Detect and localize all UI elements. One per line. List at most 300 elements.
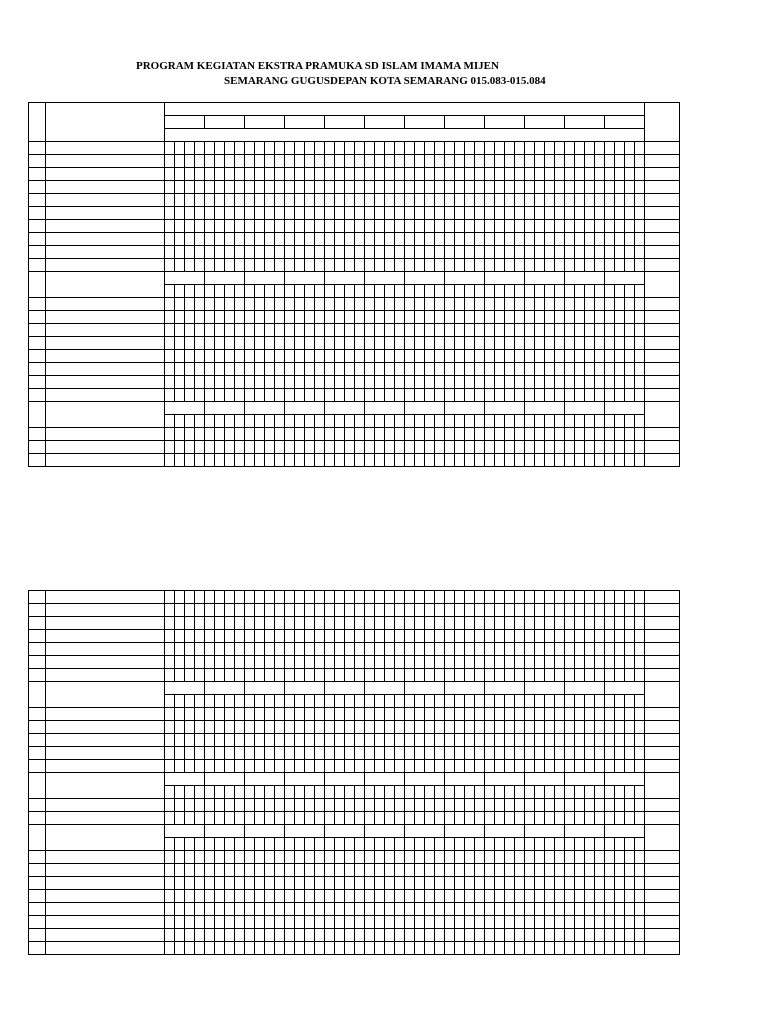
schedule-cell bbox=[405, 428, 415, 441]
materi-label bbox=[46, 760, 165, 773]
row-number bbox=[29, 630, 46, 643]
ket-cell bbox=[645, 168, 680, 181]
schedule-mark bbox=[525, 877, 535, 890]
materi-label bbox=[46, 747, 165, 760]
schedule-cell bbox=[535, 389, 545, 402]
schedule-cell bbox=[495, 168, 505, 181]
schedule-cell bbox=[625, 194, 635, 207]
week-number bbox=[535, 142, 545, 155]
schedule-cell bbox=[175, 799, 185, 812]
schedule-cell bbox=[225, 363, 235, 376]
schedule-cell bbox=[375, 246, 385, 259]
schedule-cell bbox=[525, 220, 535, 233]
schedule-cell bbox=[525, 259, 535, 272]
schedule-cell bbox=[315, 721, 325, 734]
week-number bbox=[455, 695, 465, 708]
schedule-cell bbox=[265, 220, 275, 233]
schedule-cell bbox=[485, 630, 495, 643]
schedule-cell bbox=[265, 890, 275, 903]
schedule-cell bbox=[635, 428, 645, 441]
schedule-cell bbox=[455, 760, 465, 773]
schedule-cell bbox=[575, 155, 585, 168]
schedule-cell bbox=[395, 591, 405, 604]
section-row bbox=[29, 272, 680, 285]
schedule-cell bbox=[495, 903, 505, 916]
schedule-cell bbox=[195, 669, 205, 682]
schedule-cell bbox=[605, 350, 615, 363]
schedule-cell bbox=[505, 942, 515, 955]
schedule-cell bbox=[385, 942, 395, 955]
schedule-cell bbox=[405, 942, 415, 955]
materi-label bbox=[46, 324, 165, 337]
schedule-cell bbox=[635, 246, 645, 259]
schedule-cell bbox=[505, 311, 515, 324]
schedule-cell bbox=[375, 389, 385, 402]
schedule-cell bbox=[365, 441, 375, 454]
schedule-cell bbox=[475, 669, 485, 682]
schedule-cell bbox=[265, 376, 275, 389]
schedule-cell bbox=[435, 721, 445, 734]
schedule-cell bbox=[345, 799, 355, 812]
schedule-cell bbox=[525, 643, 535, 656]
schedule-mark bbox=[545, 181, 555, 194]
schedule-cell bbox=[305, 643, 315, 656]
week-number bbox=[295, 285, 305, 298]
schedule-mark bbox=[255, 877, 265, 890]
schedule-cell bbox=[315, 337, 325, 350]
schedule-cell bbox=[555, 604, 565, 617]
schedule-cell bbox=[235, 220, 245, 233]
schedule-cell bbox=[195, 324, 205, 337]
week-number bbox=[435, 838, 445, 851]
schedule-cell bbox=[315, 656, 325, 669]
schedule-cell bbox=[185, 591, 195, 604]
ket-cell bbox=[645, 246, 680, 259]
schedule-cell bbox=[245, 890, 255, 903]
schedule-cell bbox=[565, 643, 575, 656]
ket-cell bbox=[645, 864, 680, 877]
schedule-cell bbox=[175, 220, 185, 233]
schedule-cell bbox=[235, 721, 245, 734]
month-header bbox=[445, 116, 485, 129]
schedule-cell bbox=[405, 259, 415, 272]
schedule-cell bbox=[635, 207, 645, 220]
schedule-cell bbox=[165, 630, 175, 643]
schedule-mark bbox=[585, 454, 595, 467]
week-number bbox=[635, 415, 645, 428]
schedule-cell bbox=[405, 864, 415, 877]
week-number bbox=[285, 142, 295, 155]
week-number bbox=[515, 142, 525, 155]
schedule-cell bbox=[285, 630, 295, 643]
schedule-cell bbox=[505, 864, 515, 877]
schedule-cell bbox=[175, 363, 185, 376]
table-row bbox=[29, 376, 680, 389]
schedule-cell bbox=[635, 864, 645, 877]
schedule-cell bbox=[575, 220, 585, 233]
schedule-cell bbox=[245, 220, 255, 233]
schedule-cell bbox=[515, 389, 525, 402]
schedule-cell bbox=[335, 903, 345, 916]
schedule-cell bbox=[395, 877, 405, 890]
schedule-cell bbox=[585, 630, 595, 643]
schedule-cell bbox=[425, 454, 435, 467]
ket-cell bbox=[645, 454, 680, 467]
schedule-cell bbox=[385, 643, 395, 656]
schedule-cell bbox=[565, 630, 575, 643]
ket-cell bbox=[645, 311, 680, 324]
schedule-cell bbox=[365, 337, 375, 350]
week-number bbox=[485, 786, 495, 799]
schedule-cell bbox=[235, 194, 245, 207]
month-header bbox=[245, 773, 285, 786]
schedule-cell bbox=[485, 428, 495, 441]
schedule-cell bbox=[615, 246, 625, 259]
schedule-cell bbox=[585, 747, 595, 760]
materi-label bbox=[46, 812, 165, 825]
table-row bbox=[29, 428, 680, 441]
schedule-cell bbox=[355, 708, 365, 721]
schedule-cell bbox=[605, 708, 615, 721]
schedule-cell bbox=[355, 760, 365, 773]
table-row bbox=[29, 864, 680, 877]
schedule-cell bbox=[455, 916, 465, 929]
schedule-cell bbox=[595, 324, 605, 337]
schedule-cell bbox=[325, 376, 335, 389]
schedule-cell bbox=[555, 311, 565, 324]
schedule-mark bbox=[565, 591, 575, 604]
schedule-cell bbox=[405, 890, 415, 903]
schedule-cell bbox=[635, 877, 645, 890]
schedule-cell bbox=[215, 454, 225, 467]
schedule-mark bbox=[375, 890, 385, 903]
week-number bbox=[495, 142, 505, 155]
schedule-cell bbox=[625, 591, 635, 604]
schedule-cell bbox=[615, 194, 625, 207]
week-number bbox=[575, 838, 585, 851]
schedule-cell bbox=[495, 376, 505, 389]
schedule-cell bbox=[455, 851, 465, 864]
schedule-mark bbox=[485, 376, 495, 389]
schedule-cell bbox=[505, 799, 515, 812]
schedule-cell bbox=[505, 643, 515, 656]
schedule-mark bbox=[295, 428, 305, 441]
schedule-cell bbox=[265, 942, 275, 955]
schedule-cell bbox=[515, 233, 525, 246]
schedule-cell bbox=[465, 812, 475, 825]
schedule-cell bbox=[565, 298, 575, 311]
schedule-cell bbox=[585, 851, 595, 864]
row-number bbox=[29, 311, 46, 324]
schedule-cell bbox=[555, 721, 565, 734]
schedule-cell bbox=[625, 454, 635, 467]
schedule-cell bbox=[635, 311, 645, 324]
schedule-cell bbox=[185, 734, 195, 747]
schedule-cell bbox=[635, 630, 645, 643]
schedule-cell bbox=[235, 233, 245, 246]
schedule-cell bbox=[615, 207, 625, 220]
schedule-cell bbox=[175, 376, 185, 389]
schedule-cell bbox=[315, 428, 325, 441]
schedule-cell bbox=[325, 389, 335, 402]
week-number bbox=[425, 415, 435, 428]
week-number bbox=[545, 415, 555, 428]
materi-label bbox=[46, 903, 165, 916]
schedule-mark bbox=[355, 877, 365, 890]
schedule-cell bbox=[525, 233, 535, 246]
schedule-cell bbox=[185, 155, 195, 168]
schedule-cell bbox=[435, 454, 445, 467]
month-header bbox=[445, 272, 485, 285]
schedule-cell bbox=[525, 799, 535, 812]
week-number bbox=[575, 415, 585, 428]
schedule-cell bbox=[535, 454, 545, 467]
schedule-cell bbox=[445, 311, 455, 324]
week-number bbox=[335, 838, 345, 851]
schedule-cell bbox=[585, 207, 595, 220]
materi-label bbox=[46, 630, 165, 643]
schedule-cell bbox=[545, 721, 555, 734]
week-number bbox=[445, 695, 455, 708]
schedule-cell bbox=[595, 220, 605, 233]
schedule-cell bbox=[535, 747, 545, 760]
schedule-cell bbox=[485, 246, 495, 259]
schedule-cell bbox=[545, 363, 555, 376]
schedule-cell bbox=[555, 324, 565, 337]
schedule-cell bbox=[615, 389, 625, 402]
ket-cell bbox=[645, 324, 680, 337]
schedule-cell bbox=[565, 942, 575, 955]
schedule-cell bbox=[505, 220, 515, 233]
schedule-cell bbox=[405, 233, 415, 246]
schedule-cell bbox=[185, 604, 195, 617]
schedule-cell bbox=[465, 890, 475, 903]
schedule-cell bbox=[435, 220, 445, 233]
month-header bbox=[245, 402, 285, 415]
schedule-cell bbox=[625, 363, 635, 376]
ket-cell bbox=[645, 760, 680, 773]
schedule-cell bbox=[585, 591, 595, 604]
week-number bbox=[405, 285, 415, 298]
schedule-cell bbox=[325, 916, 335, 929]
schedule-cell bbox=[285, 194, 295, 207]
schedule-cell bbox=[235, 441, 245, 454]
schedule-cell bbox=[415, 643, 425, 656]
schedule-cell bbox=[575, 363, 585, 376]
table-row bbox=[29, 851, 680, 864]
schedule-cell bbox=[525, 311, 535, 324]
schedule-cell bbox=[575, 246, 585, 259]
schedule-cell bbox=[565, 799, 575, 812]
table-row bbox=[29, 903, 680, 916]
schedule-cell bbox=[555, 812, 565, 825]
week-number bbox=[595, 786, 605, 799]
schedule-cell bbox=[165, 877, 175, 890]
schedule-cell bbox=[355, 591, 365, 604]
schedule-cell bbox=[295, 298, 305, 311]
schedule-cell bbox=[395, 220, 405, 233]
schedule-cell bbox=[545, 799, 555, 812]
schedule-cell bbox=[395, 799, 405, 812]
schedule-cell bbox=[385, 454, 395, 467]
week-number bbox=[175, 142, 185, 155]
schedule-cell bbox=[415, 350, 425, 363]
schedule-cell bbox=[585, 168, 595, 181]
schedule-cell bbox=[535, 903, 545, 916]
schedule-cell bbox=[615, 155, 625, 168]
week-number bbox=[225, 838, 235, 851]
ket-cell bbox=[645, 929, 680, 942]
schedule-cell bbox=[175, 734, 185, 747]
schedule-cell bbox=[495, 734, 505, 747]
month-header bbox=[605, 116, 645, 129]
schedule-cell bbox=[575, 591, 585, 604]
materi-label bbox=[46, 207, 165, 220]
schedule-cell bbox=[295, 799, 305, 812]
schedule-cell bbox=[325, 207, 335, 220]
week-number bbox=[195, 142, 205, 155]
schedule-cell bbox=[535, 233, 545, 246]
schedule-cell bbox=[625, 311, 635, 324]
schedule-cell bbox=[235, 617, 245, 630]
schedule-cell bbox=[615, 617, 625, 630]
schedule-cell bbox=[535, 246, 545, 259]
schedule-cell bbox=[205, 643, 215, 656]
schedule-cell bbox=[215, 207, 225, 220]
week-number bbox=[535, 285, 545, 298]
schedule-cell bbox=[505, 812, 515, 825]
schedule-cell bbox=[185, 721, 195, 734]
schedule-cell bbox=[505, 656, 515, 669]
schedule-cell bbox=[545, 389, 555, 402]
schedule-cell bbox=[525, 591, 535, 604]
schedule-cell bbox=[195, 298, 205, 311]
schedule-cell bbox=[425, 376, 435, 389]
schedule-cell bbox=[635, 350, 645, 363]
schedule-cell bbox=[235, 168, 245, 181]
schedule-cell bbox=[195, 441, 205, 454]
schedule-cell bbox=[435, 441, 445, 454]
schedule-cell bbox=[595, 591, 605, 604]
schedule-cell bbox=[625, 155, 635, 168]
schedule-cell bbox=[195, 721, 205, 734]
row-number bbox=[29, 851, 46, 864]
schedule-cell bbox=[515, 591, 525, 604]
schedule-cell bbox=[245, 181, 255, 194]
schedule-cell bbox=[255, 669, 265, 682]
schedule-cell bbox=[295, 246, 305, 259]
section-title bbox=[46, 682, 165, 708]
week-number bbox=[585, 695, 595, 708]
schedule-cell bbox=[485, 890, 495, 903]
schedule-cell bbox=[445, 389, 455, 402]
schedule-cell bbox=[525, 363, 535, 376]
schedule-cell bbox=[475, 734, 485, 747]
week-number bbox=[295, 695, 305, 708]
week-number bbox=[625, 786, 635, 799]
week-number bbox=[505, 285, 515, 298]
week-number bbox=[475, 695, 485, 708]
schedule-cell bbox=[435, 851, 445, 864]
schedule-cell bbox=[605, 337, 615, 350]
schedule-cell bbox=[405, 311, 415, 324]
schedule-cell bbox=[225, 656, 235, 669]
schedule-cell bbox=[255, 428, 265, 441]
week-number bbox=[305, 142, 315, 155]
row-number bbox=[29, 246, 46, 259]
row-number bbox=[29, 903, 46, 916]
schedule-cell bbox=[385, 617, 395, 630]
schedule-cell bbox=[365, 877, 375, 890]
schedule-cell bbox=[265, 324, 275, 337]
schedule-cell bbox=[595, 454, 605, 467]
schedule-cell bbox=[365, 604, 375, 617]
schedule-cell bbox=[375, 721, 385, 734]
section-title bbox=[46, 272, 165, 298]
month-header bbox=[525, 773, 565, 786]
schedule-mark bbox=[475, 207, 485, 220]
schedule-cell bbox=[495, 181, 505, 194]
schedule-cell bbox=[425, 760, 435, 773]
schedule-cell bbox=[345, 259, 355, 272]
schedule-cell bbox=[365, 389, 375, 402]
row-number bbox=[29, 929, 46, 942]
schedule-cell bbox=[375, 630, 385, 643]
schedule-cell bbox=[265, 708, 275, 721]
week-number bbox=[165, 786, 175, 799]
schedule-cell bbox=[535, 363, 545, 376]
schedule-cell bbox=[475, 259, 485, 272]
schedule-cell bbox=[525, 350, 535, 363]
schedule-cell bbox=[215, 669, 225, 682]
schedule-cell bbox=[255, 812, 265, 825]
schedule-cell bbox=[325, 311, 335, 324]
schedule-cell bbox=[195, 155, 205, 168]
month-header bbox=[565, 682, 605, 695]
schedule-cell bbox=[595, 656, 605, 669]
schedule-cell bbox=[385, 298, 395, 311]
schedule-cell bbox=[495, 311, 505, 324]
schedule-cell bbox=[485, 220, 495, 233]
schedule-cell bbox=[545, 747, 555, 760]
schedule-mark bbox=[415, 747, 425, 760]
schedule-cell bbox=[435, 259, 445, 272]
schedule-cell bbox=[355, 363, 365, 376]
week-number bbox=[355, 838, 365, 851]
schedule-cell bbox=[585, 643, 595, 656]
schedule-cell bbox=[455, 233, 465, 246]
schedule-cell bbox=[465, 168, 475, 181]
schedule-mark bbox=[345, 851, 355, 864]
month-header bbox=[205, 272, 245, 285]
schedule-cell bbox=[515, 903, 525, 916]
schedule-cell bbox=[555, 656, 565, 669]
schedule-cell bbox=[535, 324, 545, 337]
schedule-cell bbox=[415, 903, 425, 916]
schedule-cell bbox=[525, 864, 535, 877]
schedule-mark bbox=[365, 734, 375, 747]
schedule-cell bbox=[335, 194, 345, 207]
schedule-cell bbox=[245, 441, 255, 454]
schedule-cell bbox=[395, 233, 405, 246]
table-row bbox=[29, 916, 680, 929]
schedule-cell bbox=[355, 168, 365, 181]
schedule-cell bbox=[475, 604, 485, 617]
schedule-cell bbox=[595, 799, 605, 812]
schedule-cell bbox=[375, 363, 385, 376]
schedule-cell bbox=[385, 760, 395, 773]
section-number bbox=[29, 142, 46, 155]
